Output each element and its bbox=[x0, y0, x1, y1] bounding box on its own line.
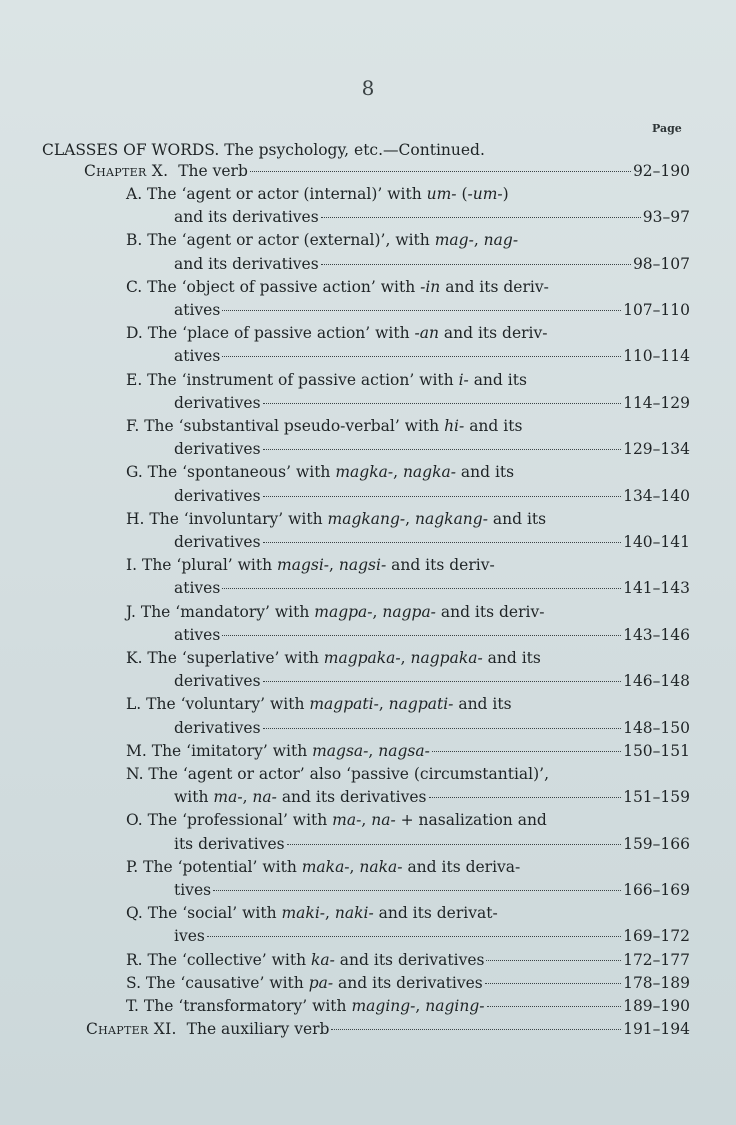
toc-entry-e-line1: E. The ‘instrument of passive action’ with i- and its bbox=[126, 370, 527, 389]
italic-affix: magpa- bbox=[314, 602, 373, 621]
italic-affix: -in bbox=[420, 277, 441, 296]
dot-leader bbox=[321, 264, 631, 265]
italic-affix: nagpati- bbox=[388, 695, 454, 714]
dot-leader bbox=[222, 310, 621, 311]
toc-entry-k-line1: K. The ‘superlative’ with magpaka-, nagpaka- and its bbox=[126, 649, 541, 667]
dot-leader bbox=[222, 635, 621, 636]
dot-leader bbox=[213, 890, 621, 891]
chapter-title: The verb bbox=[178, 162, 248, 180]
page-range: 169–172 bbox=[623, 927, 690, 946]
page-range: 151–159 bbox=[623, 788, 690, 807]
page-range: 93–97 bbox=[642, 208, 690, 227]
italic-affix: ma- bbox=[213, 788, 243, 807]
italic-affix: na- bbox=[252, 788, 277, 807]
italic-affix: na- bbox=[371, 811, 396, 830]
toc-entry-i-line1: I. The ‘plural’ with magsi-, nagsi- and its deriv- bbox=[126, 556, 495, 575]
entry-text: ives bbox=[174, 927, 205, 946]
entry-text: derivatives bbox=[174, 718, 261, 737]
dot-leader bbox=[429, 797, 622, 798]
entry-text: T. The ‘transformatory’ with maging-, naging- bbox=[126, 997, 485, 1015]
toc-chapter-xi bbox=[86, 1018, 690, 1041]
dot-leader bbox=[207, 936, 621, 937]
entry-text: derivatives bbox=[174, 440, 261, 459]
toc-entry-k bbox=[174, 670, 690, 693]
toc-entry-a bbox=[174, 206, 690, 229]
italic-affix: nagsa- bbox=[378, 741, 430, 760]
page-range: 110–114 bbox=[623, 347, 690, 366]
italic-affix: magka- bbox=[335, 463, 394, 482]
page-range: 150–151 bbox=[623, 741, 690, 760]
entry-text: atives bbox=[174, 301, 221, 319]
italic-affix: magpati- bbox=[309, 695, 379, 714]
toc-entry-q bbox=[174, 925, 690, 948]
dot-leader bbox=[263, 681, 622, 682]
toc-entry-h bbox=[174, 531, 690, 554]
dot-leader bbox=[432, 751, 621, 752]
italic-affix: magpaka- bbox=[323, 649, 401, 667]
page-range: 143–146 bbox=[623, 625, 690, 644]
italic-affix: pa- bbox=[308, 973, 334, 992]
entry-text: and its derivatives bbox=[174, 254, 319, 273]
page-range: 191–194 bbox=[623, 1020, 690, 1038]
toc-entry-j-line1: J. The ‘mandatory’ with magpa-, nagpa- and its deriv- bbox=[126, 602, 545, 621]
toc-entry-n-line1: N. The ‘agent or actor’ also ‘passive (circumstantial)’, bbox=[126, 765, 550, 783]
chapter-title: The auxiliary verb bbox=[186, 1020, 330, 1038]
italic-affix: nagpa- bbox=[382, 602, 436, 621]
entry-text: and its derivatives bbox=[174, 208, 319, 227]
toc-entry-c-line1: C. The ‘object of passive action’ with -in and its deriv- bbox=[126, 277, 549, 296]
entry-text: S. The ‘causative’ with pa- and its derivatives bbox=[126, 973, 483, 992]
entry-text: its derivatives bbox=[174, 834, 285, 853]
entry-text: atives bbox=[174, 625, 221, 644]
italic-affix: maka- bbox=[301, 857, 350, 876]
chapter-label: Chapter X. bbox=[84, 162, 169, 180]
page-range: 134–140 bbox=[623, 486, 690, 505]
italic-affix: nagpaka- bbox=[410, 649, 483, 667]
page-range: 141–143 bbox=[623, 579, 690, 598]
entry-text: M. The ‘imitatory’ with magsa-, nagsa- bbox=[126, 741, 430, 760]
page-number: 8 bbox=[361, 76, 375, 100]
dot-leader bbox=[486, 960, 621, 961]
page-range: 178–189 bbox=[623, 973, 690, 992]
toc-entry-e bbox=[174, 392, 690, 415]
toc-entry-i bbox=[174, 577, 690, 600]
page-range: 189–190 bbox=[623, 997, 690, 1015]
toc-entry-l bbox=[174, 717, 690, 740]
dot-leader bbox=[250, 171, 631, 172]
italic-affix: -um- bbox=[467, 185, 503, 203]
toc-entry-g bbox=[174, 485, 690, 508]
entry-text: derivatives bbox=[174, 533, 261, 551]
italic-affix: mag- bbox=[434, 231, 474, 250]
toc-entry-o bbox=[174, 833, 690, 856]
entry-text: tives bbox=[174, 881, 212, 899]
toc-entry-a-line1: A. The ‘agent or actor (internal)’ with um- (-um-) bbox=[126, 185, 509, 203]
italic-affix: naka- bbox=[359, 857, 403, 876]
toc-entry-c bbox=[174, 299, 690, 322]
italic-affix: -an bbox=[414, 324, 439, 343]
toc-entry-l-line1: L. The ‘voluntary’ with magpati-, nagpati- and its bbox=[126, 695, 512, 714]
chapter-label: Chapter XI. bbox=[86, 1020, 177, 1038]
italic-affix: ka- bbox=[311, 950, 335, 969]
toc-entry-f bbox=[174, 438, 690, 461]
italic-affix: magsa- bbox=[312, 741, 369, 760]
page-range: 140–141 bbox=[623, 533, 690, 551]
toc-entry-n bbox=[174, 786, 690, 809]
toc-entry-o-line1: O. The ‘professional’ with ma-, na- + nasalization and bbox=[126, 811, 547, 830]
entry-text: with ma-, na- and its derivatives bbox=[174, 788, 427, 807]
toc-entry-h-line1: H. The ‘involuntary’ with magkang-, nagkang- and its bbox=[126, 509, 547, 528]
italic-affix: nag- bbox=[483, 231, 519, 250]
dot-leader bbox=[263, 728, 622, 729]
italic-affix: naki- bbox=[334, 904, 374, 923]
entry-text: R. The ‘collective’ with ka- and its derivatives bbox=[126, 950, 485, 969]
dot-leader bbox=[331, 1029, 621, 1030]
italic-affix: magsi- bbox=[277, 556, 330, 575]
italic-affix: nagkang- bbox=[415, 509, 488, 528]
italic-affix: i- bbox=[458, 370, 469, 389]
page-range: 148–150 bbox=[623, 718, 690, 737]
italic-affix: nagka- bbox=[402, 463, 456, 482]
toc-entry-p bbox=[174, 879, 690, 902]
toc-chapter-x bbox=[84, 160, 690, 183]
toc-entry-p-line1: P. The ‘potential’ with maka-, naka- and its deriva- bbox=[126, 857, 521, 876]
page-range: 98–107 bbox=[632, 254, 690, 273]
toc-entry-d-line1: D. The ‘place of passive action’ with -an and its deriv- bbox=[126, 324, 548, 343]
dot-leader bbox=[222, 356, 621, 357]
toc-entry-d bbox=[174, 345, 690, 368]
page-range: 166–169 bbox=[623, 881, 690, 899]
entry-text: atives bbox=[174, 347, 221, 366]
page-range: 114–129 bbox=[623, 393, 690, 412]
dot-leader bbox=[321, 217, 641, 218]
entry-text: derivatives bbox=[174, 672, 261, 691]
page-range: 92–190 bbox=[632, 162, 690, 180]
page-range: 129–134 bbox=[623, 440, 690, 459]
toc-entry-b-line1: B. The ‘agent or actor (external)’, with mag-, nag- bbox=[126, 231, 519, 250]
dot-leader bbox=[487, 1006, 622, 1007]
italic-affix: nagsi- bbox=[338, 556, 387, 575]
dot-leader bbox=[485, 983, 621, 984]
toc-entry-j bbox=[174, 624, 690, 647]
dot-leader bbox=[263, 449, 622, 450]
italic-affix: hi- bbox=[444, 417, 465, 435]
toc-entry-f-line1: F. The ‘substantival pseudo-verbal’ with hi- and its bbox=[126, 417, 523, 435]
toc-entry-m bbox=[126, 740, 690, 763]
toc-entry-q-line1: Q. The ‘social’ with maki-, naki- and its derivat- bbox=[126, 904, 498, 923]
dot-leader bbox=[263, 542, 622, 543]
italic-affix: um- bbox=[426, 185, 457, 203]
toc-entry-b bbox=[174, 253, 690, 276]
entry-text: derivatives bbox=[174, 486, 261, 505]
page-column-label: Page bbox=[652, 122, 682, 135]
toc-entry-t bbox=[126, 995, 690, 1018]
italic-affix: magkang- bbox=[327, 509, 406, 528]
page-range: 172–177 bbox=[623, 950, 690, 969]
dot-leader bbox=[263, 403, 622, 404]
italic-affix: ma- bbox=[332, 811, 362, 830]
italic-affix: maki- bbox=[281, 904, 326, 923]
section-header: CLASSES OF WORDS. The psychology, etc.—Continued. bbox=[42, 141, 485, 159]
page-range: 107–110 bbox=[623, 301, 690, 319]
toc-entry-s bbox=[126, 972, 690, 995]
entry-text: atives bbox=[174, 579, 221, 598]
entry-text: derivatives bbox=[174, 393, 261, 412]
toc-entry-r bbox=[126, 949, 690, 972]
italic-affix: naging- bbox=[425, 997, 485, 1015]
italic-affix: maging- bbox=[351, 997, 416, 1015]
toc-entry-g-line1: G. The ‘spontaneous’ with magka-, nagka- and its bbox=[126, 463, 515, 482]
dot-leader bbox=[287, 844, 621, 845]
page-range: 146–148 bbox=[623, 672, 690, 691]
dot-leader bbox=[222, 588, 621, 589]
dot-leader bbox=[263, 496, 622, 497]
page-range: 159–166 bbox=[623, 834, 690, 853]
